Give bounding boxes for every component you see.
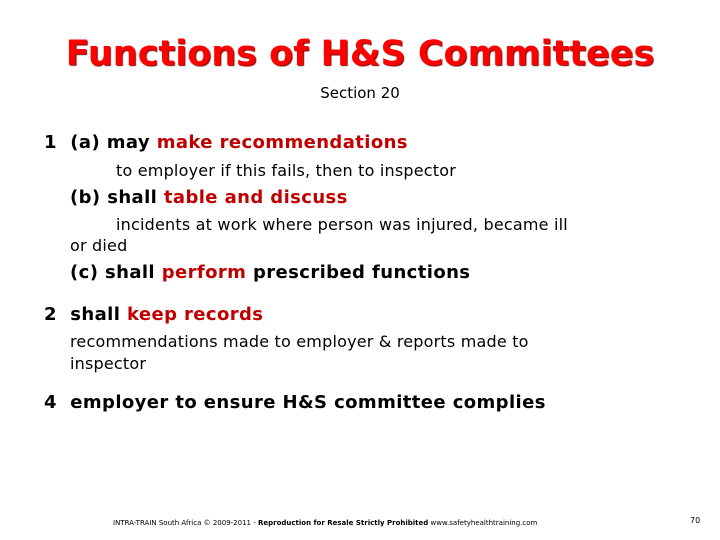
item-2-detail-1: recommendations made to employer & reports made to: [70, 332, 529, 351]
slide-title: Functions of H&S Committees: [65, 34, 655, 74]
item-1a-highlight: make recommendations: [156, 132, 408, 153]
footer-notice: Reproduction for Resale Strictly Prohibited: [257, 519, 429, 527]
item-4-number: 4: [44, 392, 57, 413]
slide-subtitle: Section 20: [320, 84, 400, 102]
item-2-detail-2: inspector: [70, 354, 147, 373]
item-1-c: [70, 262, 470, 283]
item-1a-detail: to employer if this fails, then to inspector: [116, 161, 457, 180]
item-4: [44, 392, 546, 413]
footer-copyright: INTRA-TRAIN South Africa © 2009-2011 -: [113, 519, 256, 527]
item-1c-highlight: perform: [161, 262, 247, 283]
item-2-label: shall: [70, 304, 121, 325]
item-1-b: [70, 187, 348, 208]
item-1b-label: (b) shall: [70, 187, 158, 208]
item-1b-detail-1: incidents at work where person was injured, became ill: [116, 215, 568, 234]
footer-website: www.safetyhealthtraining.com: [430, 519, 538, 527]
item-2-highlight: keep records: [126, 304, 264, 325]
item-2: [44, 304, 263, 325]
item-4-text: employer to ensure H&S committee complies: [70, 392, 546, 413]
item-1a-label: (a) may: [70, 132, 151, 153]
item-1c-label: (c) shall: [70, 262, 156, 283]
item-1c-rest: prescribed functions: [252, 262, 471, 283]
footer: [113, 519, 537, 527]
item-2-number: 2: [44, 304, 57, 325]
page-number: 70: [690, 516, 701, 525]
item-1-a: [44, 132, 408, 153]
item-1b-detail-2: or died: [70, 236, 128, 255]
item-1-number: 1: [44, 132, 57, 153]
item-1b-highlight: table and discuss: [163, 187, 348, 208]
